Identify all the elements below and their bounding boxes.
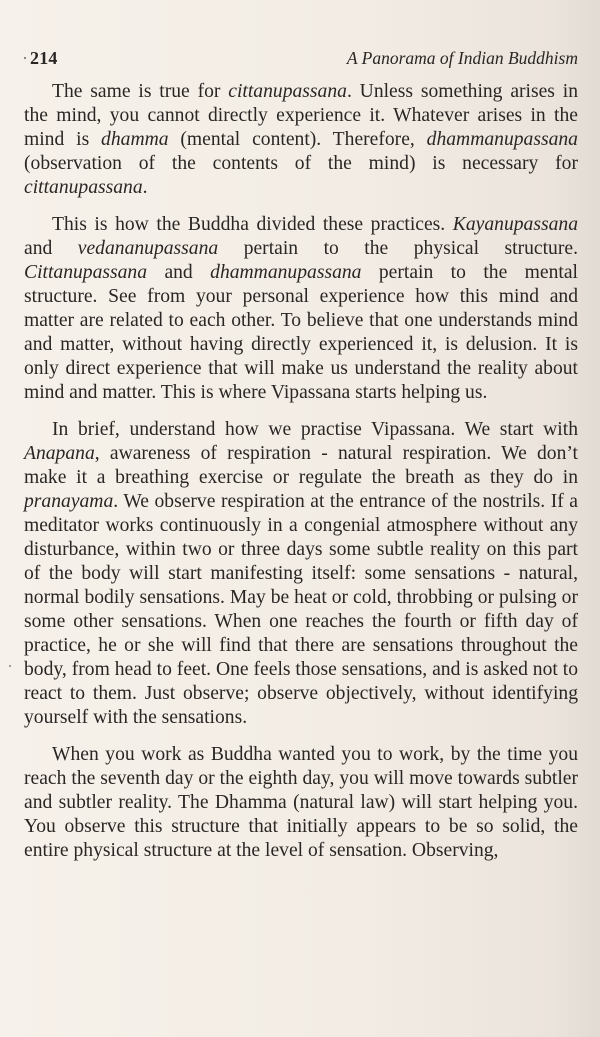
- italic-term: Kayanupassana: [452, 214, 578, 235]
- italic-term: dhammanupassana: [426, 129, 578, 150]
- italic-term: pranayama: [24, 491, 114, 512]
- italic-term: vedananupassana: [77, 238, 219, 259]
- text-run: This is how the Buddha divided these practices.: [52, 214, 453, 235]
- margin-mark: [9, 665, 11, 667]
- text-run: .: [142, 177, 148, 198]
- text-run: (mental content). Therefore,: [168, 129, 427, 150]
- running-head: [24, 48, 578, 72]
- text-run: and: [147, 262, 211, 283]
- text-run: , awareness of respiration - natural respiration. We don’t make it a breathing exercise or regulate the breath as they do in: [24, 443, 578, 488]
- page-number: 214: [30, 48, 58, 68]
- text-run: The same is true for: [52, 81, 229, 102]
- text-run: pertain to the mental structure. See from your personal experience how this mind and matter are related to each other. To believe that one understands mind and matter, without having directly experienced it, is delusion. It is only direct experience that will make us understand the reality about mind and matter. This is where Vipassana starts helping us.: [24, 262, 578, 403]
- text-run: . Unless something arises in the mind, you cannot directly experience it. Whatever arises in the mind is: [24, 81, 579, 150]
- body-text: [24, 80, 578, 876]
- text-run: . We observe respiration at the entrance of the nostrils. If a meditator works continuously in a congenial atmosphere without any disturbance, within two or three days some subtle reality on this part of the body will start manifesting itself: some sensations - natural, normal bodily sensations. May be heat or cold, throbbing or pulsing or some other sensations. When one reaches the fourth or fifth day of practice, he or she will find that there are sensations throughout the body, from head to feet. One feels those sensations, and is asked not to react to them. Just observe; observe objectively, without identifying yourself with the sensations.: [24, 491, 578, 728]
- italic-term: cittanupassana: [24, 177, 143, 198]
- paragraph-3: [24, 418, 578, 730]
- running-title: A Panorama of Indian Buddhism: [346, 48, 578, 68]
- text-run: pertain to the physical structure.: [218, 238, 578, 259]
- italic-term: cittanupassana: [228, 81, 347, 102]
- margin-dot: [24, 57, 26, 59]
- text-run: (observation of the contents of the mind) is necessary for: [24, 153, 578, 174]
- text-run: In brief, understand how we practise Vipassana. We start with: [52, 419, 578, 440]
- italic-term: dhamma: [101, 129, 169, 150]
- italic-term: Cittanupassana: [24, 262, 148, 283]
- text-run: and: [24, 238, 78, 259]
- paragraph-2: [24, 213, 578, 405]
- paragraph-1: [24, 80, 578, 200]
- text-run: When you work as Buddha wanted you to work, by the time you reach the seventh day or the eighth day, you will move towards subtler and subtler reality. The Dhamma (natural law) will start helping you. You observe this structure that initially appears to be so solid, the entire physical structure at the level of sensation. Observing,: [24, 744, 578, 861]
- italic-term: dhammanupassana: [210, 262, 362, 283]
- italic-term: Anapana: [24, 443, 95, 464]
- paragraph-4: [24, 743, 578, 863]
